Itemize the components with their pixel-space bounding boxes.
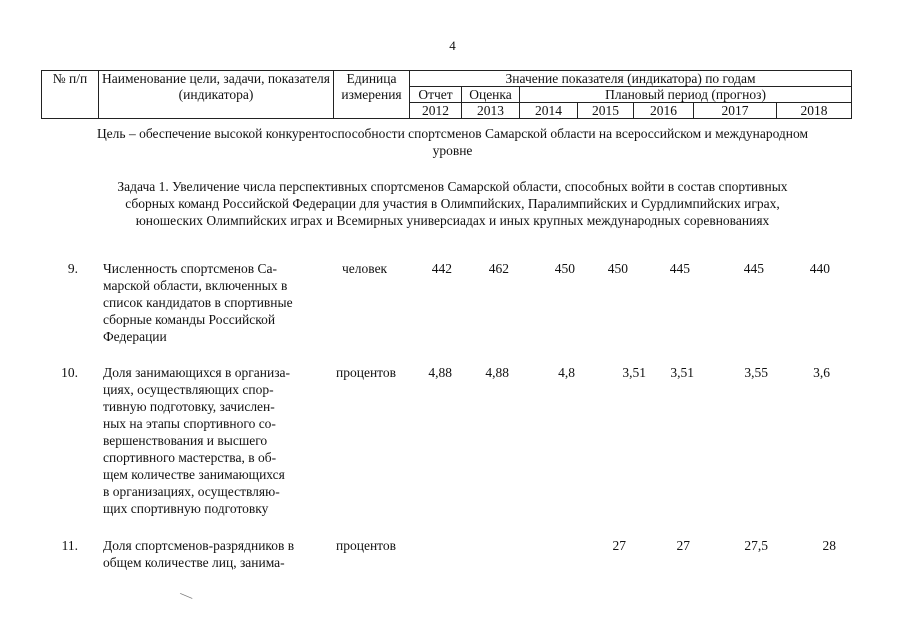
value-2018: 28 bbox=[822, 538, 836, 553]
table-header bbox=[41, 70, 852, 119]
header-name: Наименование цели, задачи, показателя (индикатора) bbox=[99, 71, 334, 119]
goal-text: Цель – обеспечение высокой конкурентоспособности спортсменов Самарской области на всероссийском и международном уровне bbox=[96, 126, 809, 158]
header-year: 2016 bbox=[634, 103, 694, 119]
header-values: Значение показателя (индикатора) по годам bbox=[410, 71, 852, 87]
row-name-line: сборные команды Российской bbox=[103, 312, 276, 327]
row-name-line: марской области, включенных в bbox=[103, 278, 288, 293]
row-name-line: щем количестве занимающихся bbox=[103, 467, 285, 482]
row-unit: процентов bbox=[336, 538, 397, 553]
value-2013: 4,88 bbox=[485, 365, 509, 380]
row-name bbox=[103, 537, 331, 571]
row-name-line: циях, осуществляющих спор- bbox=[103, 382, 274, 397]
value-2012: 4,88 bbox=[428, 365, 452, 380]
row-name-line: Федерации bbox=[103, 329, 167, 344]
value-2017: 445 bbox=[743, 261, 764, 276]
header-estimate: Оценка bbox=[462, 87, 520, 103]
row-name-line: Численность спортсменов Са- bbox=[103, 261, 278, 276]
header-year: 2015 bbox=[578, 103, 634, 119]
row-name-line: в организациях, осуществляю- bbox=[103, 484, 280, 499]
row-name-line: Доля занимающихся в организа- bbox=[103, 365, 291, 380]
value-2015: 27 bbox=[612, 538, 626, 553]
row-number: 10. bbox=[61, 365, 78, 380]
row-name-line: Доля спортсменов-разрядников в bbox=[103, 538, 295, 553]
row-name-line: общем количестве лиц, занима- bbox=[103, 555, 285, 570]
header-year: 2012 bbox=[410, 103, 462, 119]
header-planned: Плановый период (прогноз) bbox=[520, 87, 852, 103]
row-name-line: список кандидатов в спортивные bbox=[103, 295, 293, 310]
value-2012: 442 bbox=[431, 261, 452, 276]
value-2016: 445 bbox=[669, 261, 690, 276]
header-year: 2013 bbox=[462, 103, 520, 119]
row-name bbox=[103, 364, 331, 517]
row-name-line: ных на этапы спортивного со- bbox=[103, 416, 276, 431]
value-2017: 27,5 bbox=[744, 538, 768, 553]
row-number: 9. bbox=[67, 261, 78, 276]
header-unit: Единица измерения bbox=[334, 71, 410, 119]
row-name-line: тивную подготовку, зачислен- bbox=[103, 399, 275, 414]
row-name-line: вершенствования и высшего bbox=[103, 433, 268, 448]
value-2015: 450 bbox=[607, 261, 628, 276]
header-year: 2017 bbox=[694, 103, 777, 119]
value-2014: 450 bbox=[554, 261, 575, 276]
page-number: 4 bbox=[449, 38, 456, 53]
row-name bbox=[103, 260, 331, 345]
row-unit: человек bbox=[342, 261, 388, 276]
value-2014: 4,8 bbox=[558, 365, 575, 380]
row-name-line: спортивного мастерства, в об- bbox=[103, 450, 277, 465]
row-number: 11. bbox=[61, 538, 78, 553]
value-2016: 27 bbox=[676, 538, 690, 553]
value-2017: 3,55 bbox=[744, 365, 768, 380]
header-year: 2018 bbox=[777, 103, 852, 119]
value-2013: 462 bbox=[488, 261, 509, 276]
task-text: Задача 1. Увеличение числа перспективных спортсменов Самарской области, способных войти в состав спортивных сборных команд Российской Федерации для участия в Олимпийских, Паралимпийских и Сурдлимпийских играх, юношеских Олимпийских играх и Всемирных универсиадах и иных крупных международных соревнованиях bbox=[117, 179, 788, 228]
header-report: Отчет bbox=[410, 87, 462, 103]
value-2018: 3,6 bbox=[813, 365, 830, 380]
header-year: 2014 bbox=[520, 103, 578, 119]
value-2015: 3,51 bbox=[622, 365, 646, 380]
scan-mark: ╲ bbox=[180, 590, 193, 603]
value-2018: 440 bbox=[809, 261, 830, 276]
row-name-line: щих спортивную подготовку bbox=[103, 501, 269, 516]
header-num: № п/п bbox=[42, 71, 99, 119]
row-unit: процентов bbox=[336, 365, 397, 380]
value-2016: 3,51 bbox=[670, 365, 694, 380]
